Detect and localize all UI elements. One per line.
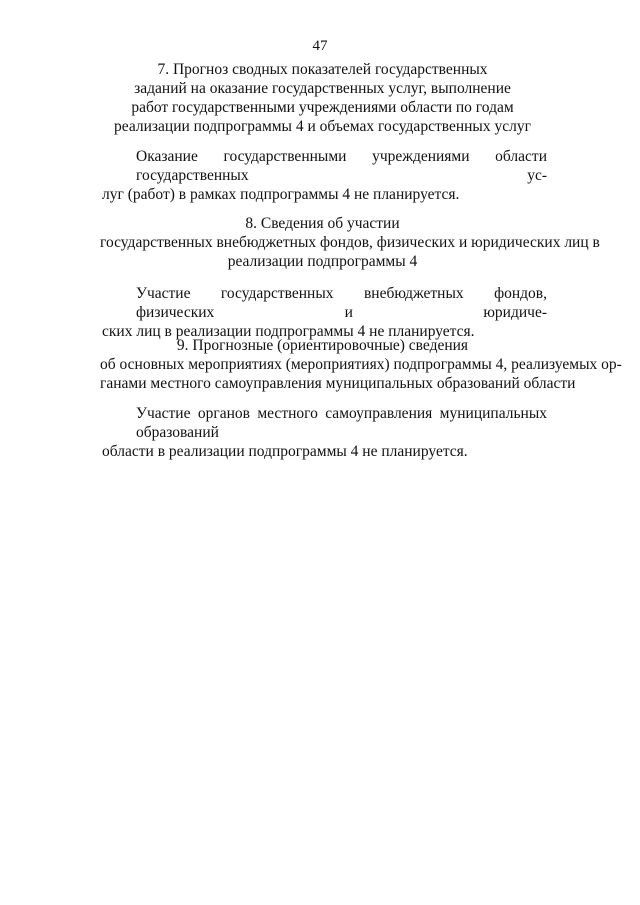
- page-number: 47: [312, 38, 328, 54]
- paragraph-line: Оказание государственными учреждениями области государственных ус-: [136, 148, 547, 184]
- heading-line: заданий на оказание государственных услуг, выполнение: [134, 80, 511, 97]
- section-9-heading: [100, 336, 622, 393]
- section-7-heading: [100, 60, 545, 136]
- paragraph-line: области в реализации подпрограммы 4 не планируется.: [102, 443, 468, 460]
- section-8-heading: [100, 214, 600, 271]
- section-9-paragraph: [102, 404, 547, 461]
- heading-line: государственных внебюджетных фондов, физических и юридических лиц в: [100, 234, 600, 251]
- paragraph-line: Участие государственных внебюджетных фондов, физических и юридиче-: [136, 285, 547, 321]
- heading-line: 8. Сведения об участии: [245, 215, 400, 232]
- section-7-paragraph: [102, 147, 547, 204]
- heading-line: 7. Прогноз сводных показателей государственных: [157, 61, 488, 78]
- heading-line: реализации подпрограммы 4 и объемах государственных услуг: [114, 118, 531, 135]
- heading-line: работ государственными учреждениями области по годам: [131, 99, 514, 116]
- heading-line: 9. Прогнозные (ориентировочные) сведения: [176, 337, 469, 354]
- paragraph-line: луг (работ) в рамках подпрограммы 4 не планируется.: [102, 186, 460, 203]
- paragraph-line: ских лиц в реализации подпрограммы 4 не планируется.: [102, 323, 475, 340]
- heading-line: реализации подпрограммы 4: [227, 253, 418, 270]
- heading-line: ганами местного самоуправления муниципальных образований области: [100, 375, 576, 392]
- heading-line: об основных мероприятиях (мероприятиях) подпрограммы 4, реализуемых ор-: [100, 356, 622, 373]
- paragraph-line: Участие органов местного самоуправления муниципальных образований: [136, 405, 547, 441]
- section-8-paragraph: [102, 284, 547, 341]
